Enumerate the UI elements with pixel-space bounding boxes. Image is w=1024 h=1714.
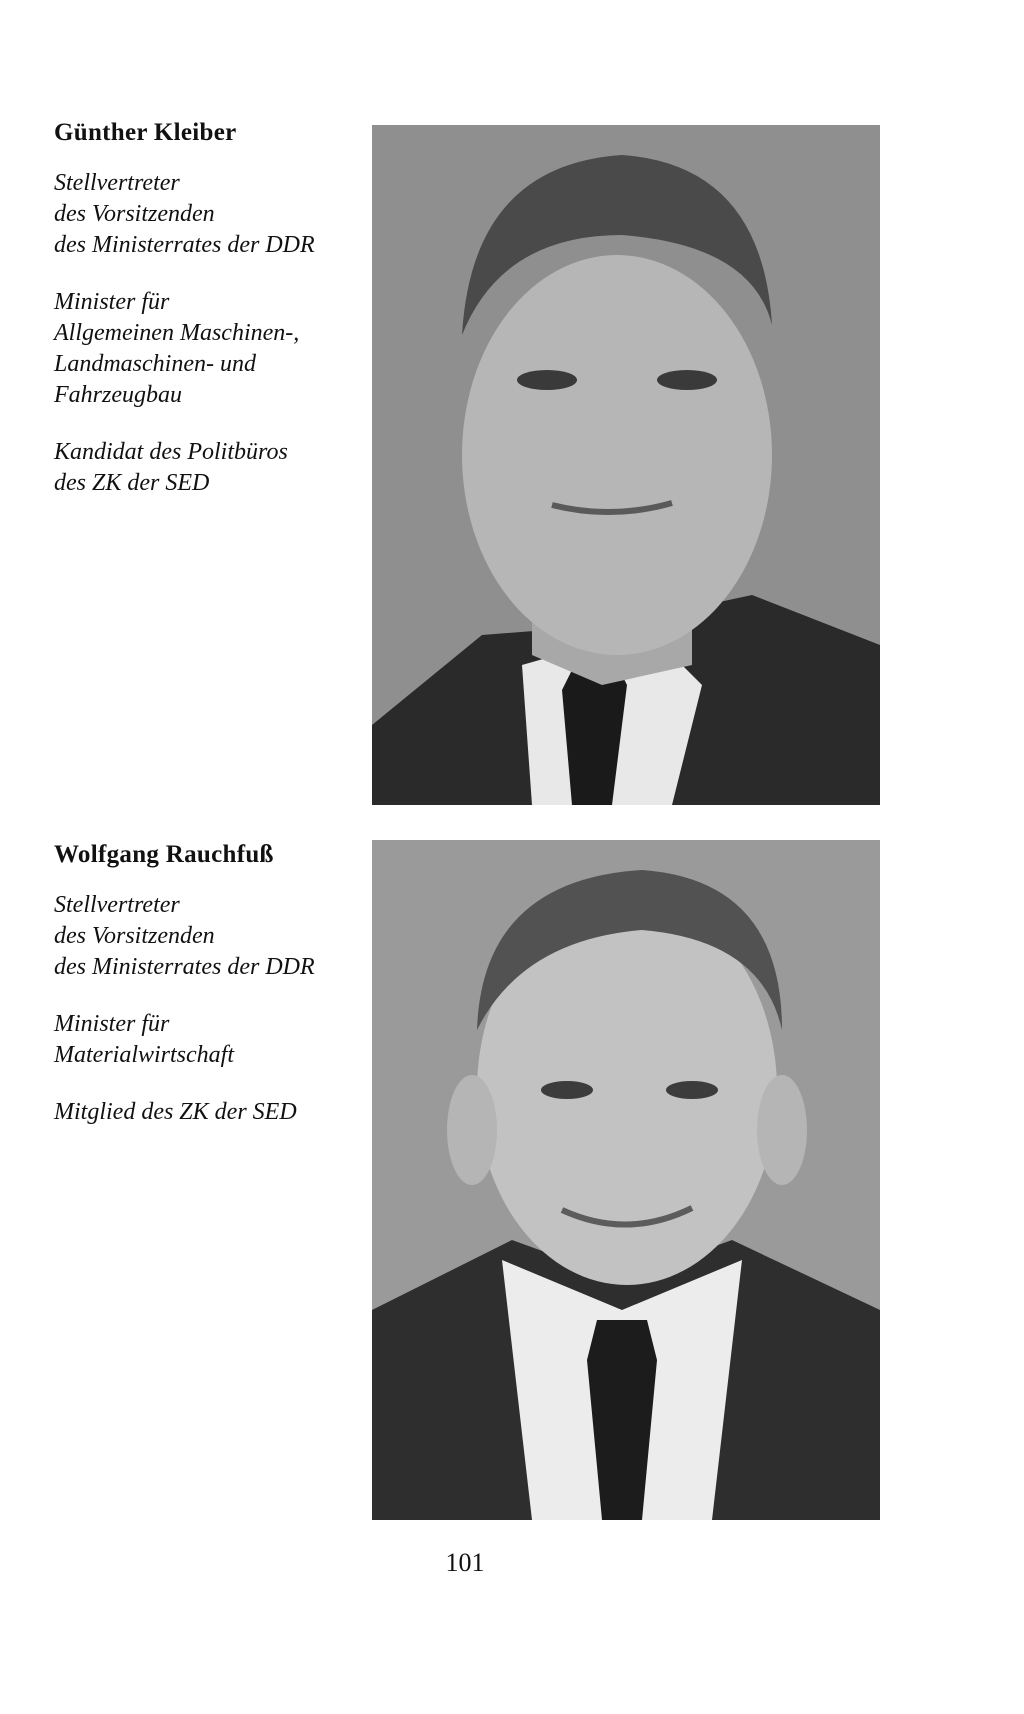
entry-wolfgang-rauchfuss: [0, 820, 1024, 1540]
portrait-silhouette: [372, 840, 880, 1520]
role-line: Fahrzeugbau: [54, 382, 182, 408]
role-line: des Ministerrates der DDR: [54, 954, 315, 980]
role-line: des ZK der SED: [54, 470, 210, 496]
portrait-photo: [372, 840, 880, 1520]
role-line: Stellvertreter: [54, 170, 180, 196]
role-block: [54, 1009, 364, 1071]
role-line: Landmaschinen- und: [54, 351, 256, 377]
role-line: des Vorsitzenden: [54, 923, 215, 949]
role-block: [54, 1097, 364, 1128]
portrait-photo: [372, 125, 880, 805]
portrait-silhouette: [372, 125, 880, 805]
person-name: Wolfgang Rauchfuß: [54, 841, 274, 868]
entry-guenther-kleiber: [0, 0, 1024, 820]
role-block: [54, 287, 364, 411]
role-block: [54, 168, 364, 261]
role-line: Materialwirtschaft: [54, 1042, 234, 1068]
entry-text: [54, 118, 364, 525]
role-line: Stellvertreter: [54, 892, 180, 918]
entry-text: [54, 840, 364, 1154]
role-line: Allgemeinen Maschinen-,: [54, 320, 300, 346]
page-number: 101: [445, 1548, 485, 1577]
role-line: Minister für: [54, 1011, 170, 1037]
role-block: [54, 890, 364, 983]
role-line: Mitglied des ZK der SED: [54, 1099, 297, 1125]
role-line: Minister für: [54, 289, 170, 315]
role-line: des Ministerrates der DDR: [54, 232, 315, 258]
person-name: Günther Kleiber: [54, 119, 237, 146]
role-line: des Vorsitzenden: [54, 201, 215, 227]
role-line: Kandidat des Politbüros: [54, 439, 288, 465]
role-block: [54, 437, 364, 499]
